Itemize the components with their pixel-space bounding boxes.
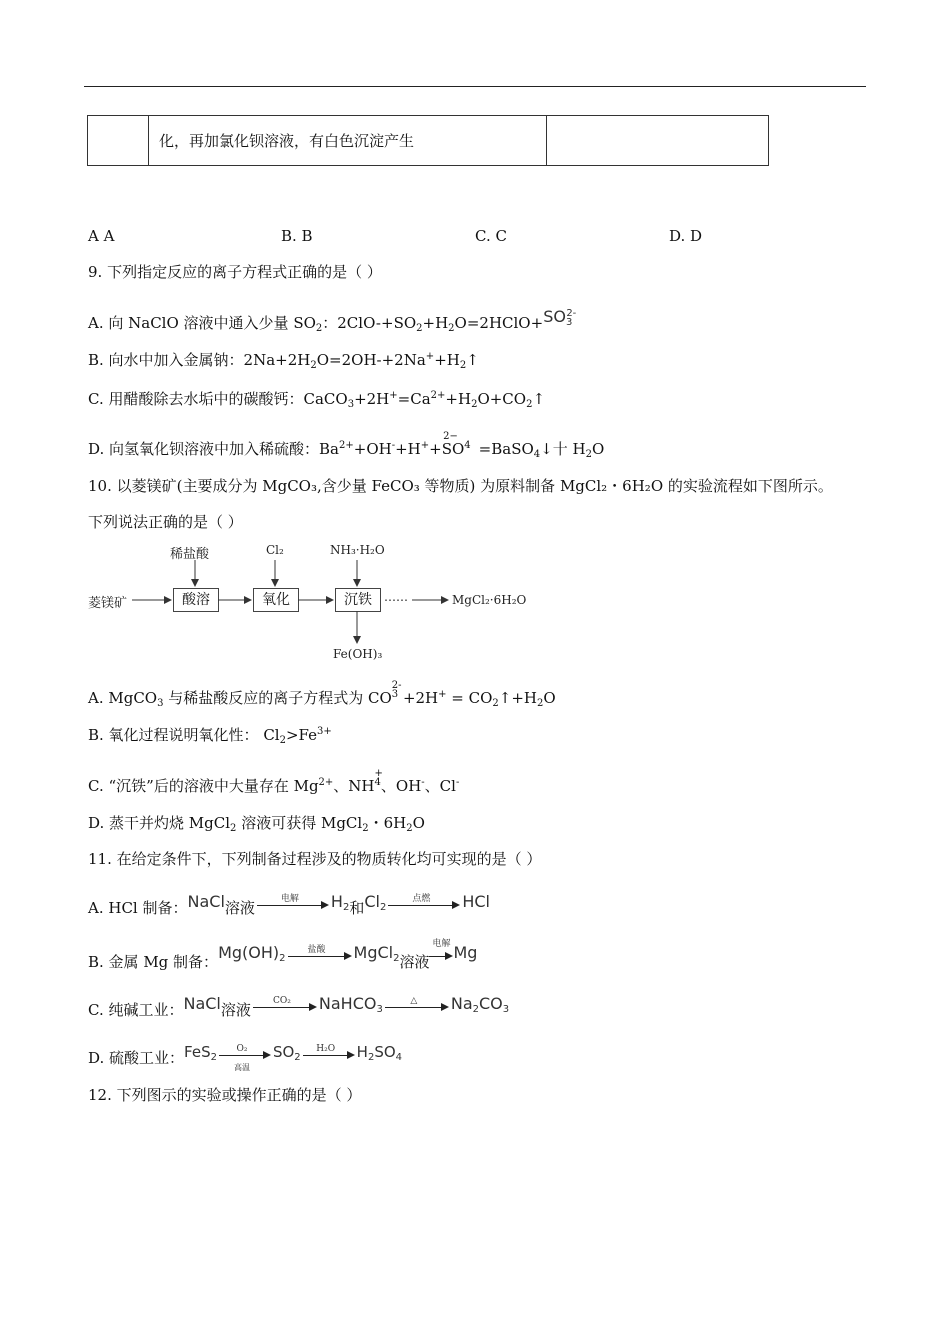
q11-option-b[interactable]: B. 金属 Mg 制备：$Mg(OH)_2$ 盐酸 MgCl$_2$溶液 电解 Mg: [88, 939, 478, 971]
ignite-arrow: 点燃: [388, 895, 460, 911]
flow-step-acid: 酸溶: [173, 588, 219, 612]
q11-option-c[interactable]: C. 纯碱工业：NaCl溶液 CO₂ NaHCO$_3$ △ $Na_2CO_3$: [88, 994, 510, 1019]
flow-reagent-3: NH₃·H₂O: [330, 543, 385, 557]
q9-option-b[interactable]: B. 向水中加入金属钠：$2Na+2H_2O=2OH-+2Na^++H_2↑$: [88, 351, 479, 371]
flow-input: 菱镁矿: [88, 596, 128, 611]
heat-arrow: △: [385, 997, 449, 1013]
flow-precipitate-product: Fe(OH)₃: [333, 647, 383, 661]
q10-stem-line2: 下列说法正确的是（ ）: [88, 513, 243, 531]
flow-reagent-1: 稀盐酸: [170, 547, 210, 562]
co2-arrow: CO₂: [253, 997, 317, 1013]
q9-option-a[interactable]: A. 向 NaClO 溶液中通入少量 $SO_2$：$2ClO-+SO_2+H_2O=2HClO+SO_3^{2-}$: [88, 307, 577, 334]
table-cell: 化，再加氯化钡溶液，有白色沉淀产生: [149, 116, 547, 166]
q8-option-d[interactable]: D. D: [669, 227, 703, 245]
q10-option-a[interactable]: A. MgCO$_3$ 与稀盐酸反应的离子方程式为 $CO^3$ 2- $+2H^+ = CO_2↑+H_2O$: [88, 680, 556, 709]
q10-stem-line1: 10. 以菱镁矿(主要成分为 MgCO₃,含少量 FeCO₃ 等物质) 为原料制备 MgCl₂・6H₂O 的实验流程如下图所示。: [88, 477, 833, 495]
q11-option-d[interactable]: D. 硫酸工业：FeS$_2$ O₂ 高温 $SO_2$ H₂O $H_2SO_4$: [88, 1043, 403, 1072]
q11-option-a[interactable]: A. HCl 制备：NaCl溶液 电解 $H_2$和$Cl_2$ 点燃 HCl: [88, 892, 490, 917]
q11-stem: 11. 在给定条件下，下列制备过程涉及的物质转化均可实现的是（ ）: [88, 850, 542, 868]
flow-reagent-2: Cl₂: [266, 543, 284, 557]
flow-step-precipitate: 沉铁: [335, 588, 381, 612]
ammonium-ion: $^4$ +: [374, 768, 383, 788]
q9-option-d[interactable]: D. 向氢氧化钡溶液中加入稀硫酸：$Ba^{2+}+OH^-+H^++SO^4$ 2− =BaSO$_4$↓十 $H_2O$: [88, 431, 605, 460]
q9-stem: 9. 下列指定反应的离子方程式正确的是（ ）: [88, 263, 382, 281]
q8-option-c[interactable]: C. C: [475, 227, 507, 245]
flow-step-oxidize: 氧化: [253, 588, 299, 612]
flow-dots: ……: [384, 590, 408, 604]
q12-stem: 12. 下列图示的实验或操作正确的是（ ）: [88, 1086, 362, 1104]
sulfate-ion: $+SO^4$ 2−: [429, 431, 471, 458]
q10-option-d[interactable]: D. 蒸干并灼烧 MgCl$_2$ 溶液可获得 MgCl$_2$・$6H_2O$: [88, 814, 425, 834]
sulfite-ion: $SO_3^{2-}$: [543, 307, 577, 328]
q9-option-c[interactable]: C. 用醋酸除去水垢中的碳酸钙：$CaCO_3+2H^+=Ca^{2+}+H_2O+CO_2↑$: [88, 390, 546, 410]
water-arrow: H₂O: [303, 1045, 355, 1061]
flow-product: MgCl₂·6H₂O: [452, 593, 527, 607]
q10-option-b[interactable]: B. 氧化过程说明氧化性： $Cl_2>Fe^{3+}$: [88, 726, 332, 746]
electrolysis-arrow: 电解: [257, 895, 329, 911]
q8-option-a[interactable]: A A: [88, 227, 115, 245]
oxygen-hightemp-arrow: O₂ 高温: [219, 1045, 271, 1061]
carbonate-ion: $^3$ 2-: [391, 680, 402, 700]
q8-option-b[interactable]: B. B: [281, 227, 313, 245]
electrolysis-arrow: 电解: [429, 946, 453, 962]
hcl-arrow: 盐酸: [288, 946, 352, 962]
q10-option-c[interactable]: C. “沉铁”后的溶液中大量存在 $Mg^{2+}$、$NH^4$ + 、OH-、Cl-: [88, 768, 460, 795]
